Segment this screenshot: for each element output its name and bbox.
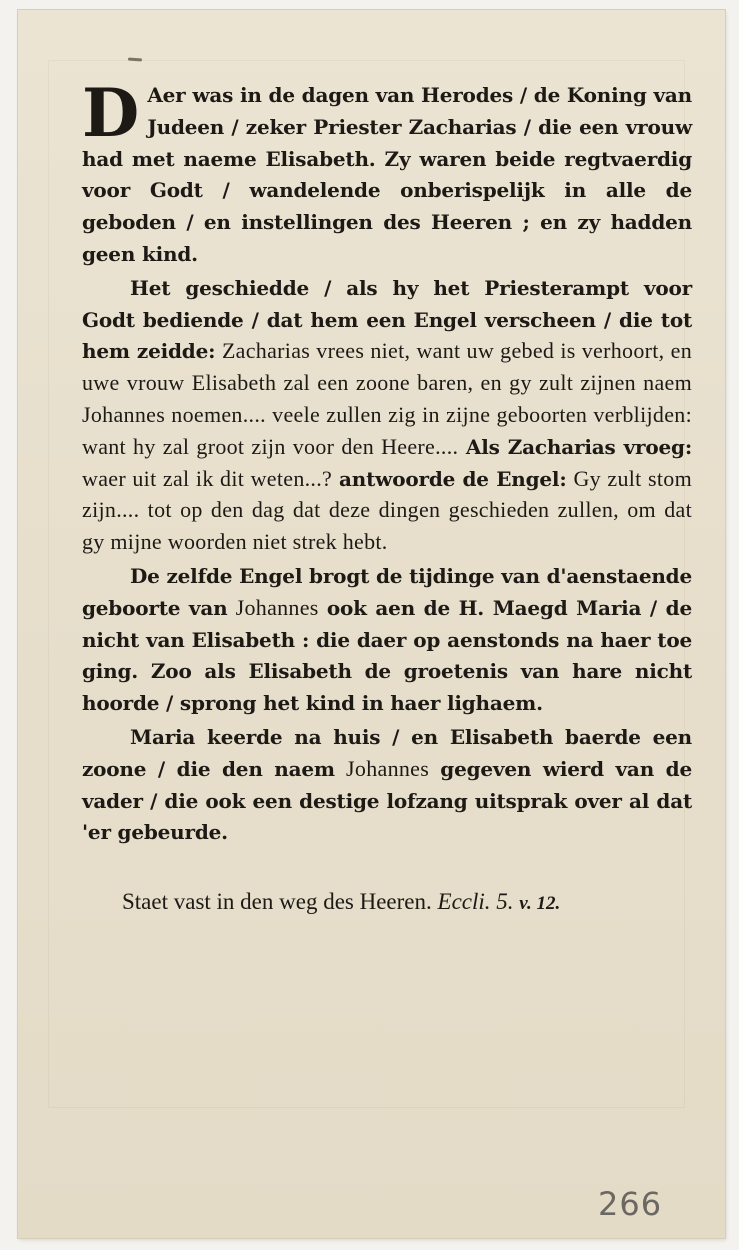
quoted-text: Johannes: [346, 755, 430, 781]
motto-reference-book: Eccli. 5.: [437, 889, 514, 915]
motto: [82, 885, 692, 921]
quoted-text: Gy zult stom zijn.... tot op den dag dat deze dingen geschieden zullen, om dat gy mijne woorden niet strek hebt.: [82, 465, 692, 555]
text-block: [82, 74, 692, 921]
ink-mark: [128, 58, 142, 62]
paragraph-text: Aer was in de dagen van Herodes / de Koning van Judeen / zeker Priester Zacharias / die een vrouw had met naeme Elisabeth. Zy waren beide regtvaerdig voor Godt / wandelende onberispelijk in alle de geboden / en instellingen des Heeren ; en zy hadden geen kind.: [82, 83, 692, 266]
paragraph-text: Het geschiedde / als hy het Priesterampt voor Godt bediende / dat hem een Engel verscheen / die tot hem zeidde:: [82, 275, 692, 364]
paragraph-text: ook aen de H. Maegd Maria / de nicht van Elisabeth : die daer op aenstonds na haer toe ging. Zoo als Elisabeth de groetenis van hare nicht hoorde / sprong het kind in haer lighaem.: [82, 595, 692, 716]
paragraph-text: antwoorde de Engel:: [339, 466, 567, 491]
paragraph-1: [82, 74, 692, 271]
quoted-text: waer uit zal ik dit weten...?: [82, 465, 333, 491]
paragraph-text: Maria keerde na huis / en Elisabeth baerde een zoone / die den naem: [82, 724, 692, 781]
drop-cap: D: [82, 74, 140, 152]
motto-reference-verse: v. 12.: [519, 893, 561, 915]
motto-text: Staet vast in den weg des Heeren.: [122, 889, 432, 915]
paragraph-4: [82, 722, 692, 849]
paragraph-text: De zelfde Engel brogt de tijdinge van d'aenstaende geboorte van: [82, 563, 692, 620]
paragraph-text: Als Zacharias vroeg:: [465, 434, 692, 459]
paragraph-2: [82, 273, 692, 559]
paragraph-text: gegeven wierd van de vader / die ook een destige lofzang uitsprak over al dat 'er gebeurde.: [82, 756, 692, 845]
quoted-text: Zacharias vrees niet, want uw gebed is verhoort, en uwe vrouw Elisabeth zal een zoone baren, en gy zult zijnen naem Johannes noemen.... veele zullen zig in zijne geboorten verblijden: want hy zal groot zijn voor den Heere....: [82, 338, 692, 459]
document-page: [18, 10, 725, 1238]
paragraph-3: [82, 561, 692, 720]
page-number: 266: [598, 1185, 663, 1223]
quoted-text: Johannes: [235, 594, 319, 620]
